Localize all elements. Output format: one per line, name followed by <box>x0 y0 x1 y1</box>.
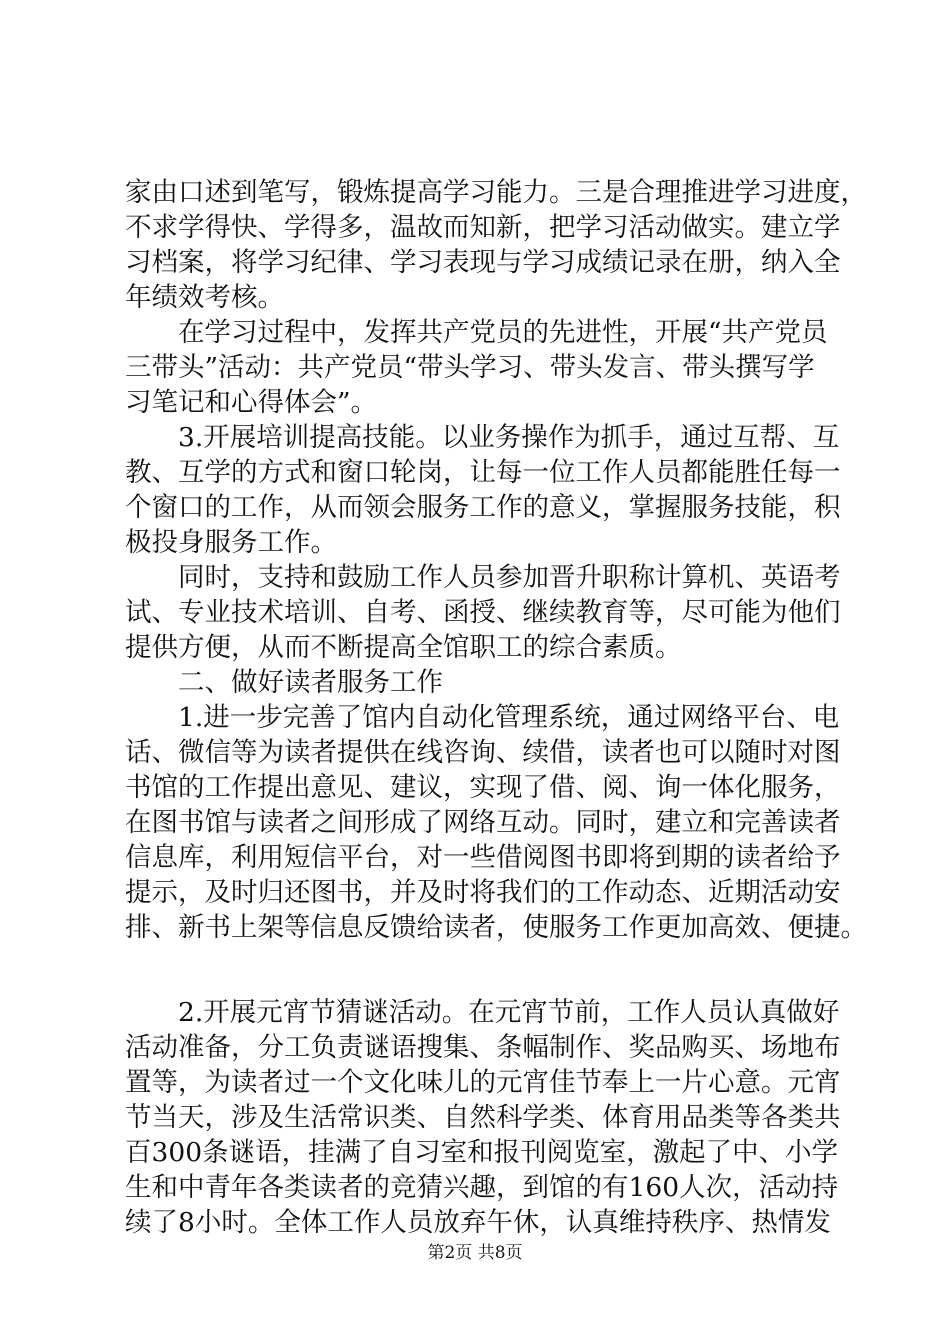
text-line: 不求学得快、学得多，温故而知新，把学习活动做实。建立学 <box>125 212 841 243</box>
text-line: 年绩效考核。 <box>125 282 284 313</box>
text-line: 百300条谜语，挂满了自习室和报刊阅览室，激起了中、小学 <box>125 1137 839 1168</box>
text-line: 提示，及时归还图书，并及时将我们的工作动态、近期活动安 <box>125 877 841 908</box>
section-heading: 二、做好读者服务工作 <box>125 667 443 698</box>
text-line: 信息库，利用短信平台，对一些借阅图书即将到期的读者给予 <box>125 842 841 873</box>
text-line: 活动准备，分工负责谜语搜集、条幅制作、奖品购买、场地布 <box>125 1032 841 1063</box>
text-line: 习档案，将学习纪律、学习表现与学习成绩记录在册，纳入全 <box>125 247 841 278</box>
text-line: 三带头”活动：共产党员“带头学习、带头发言、带头撰写学 <box>125 352 815 383</box>
text-line: 排、新书上架等信息反馈给读者，使服务工作更加高效、便捷。 <box>125 912 867 943</box>
page-number-footer: 第2页 共8页 <box>427 1243 523 1263</box>
text-line: 书馆的工作提出意见、建议，实现了借、阅、询一体化服务， <box>125 772 841 803</box>
text-line: 习笔记和心得体会”。 <box>125 387 378 418</box>
text-line: 在学习过程中，发挥共产党员的先进性，开展“共产党员 <box>125 317 828 348</box>
text-line: 个窗口的工作，从而领会服务工作的意义，掌握服务技能，积 <box>125 492 841 523</box>
text-line: 置等，为读者过一个文化味儿的元宵佳节奉上一片心意。元宵 <box>125 1067 841 1098</box>
text-line: 家由口述到笔写，锻炼提高学习能力。三是合理推进学习进度， <box>125 177 867 208</box>
text-line: 提供方便，从而不断提高全馆职工的综合素质。 <box>125 632 682 663</box>
text-line: 节当天，涉及生活常识类、自然科学类、体育用品类等各类共 <box>125 1102 841 1133</box>
text-line: 续了8小时。全体工作人员放弃午休，认真维持秩序、热情发 <box>125 1207 831 1238</box>
text-line: 在图书馆与读者之间形成了网络互动。同时，建立和完善读者 <box>125 807 841 838</box>
text-line: 生和中青年各类读者的竞猜兴趣，到馆的有160人次，活动持 <box>125 1172 839 1203</box>
text-line: 话、微信等为读者提供在线咨询、续借，读者也可以随时对图 <box>125 737 841 768</box>
text-line: 3.开展培训提高技能。以业务操作为抓手，通过互帮、互 <box>125 422 840 453</box>
text-line: 试、专业技术培训、自考、函授、继续教育等，尽可能为他们 <box>125 597 841 628</box>
text-line: 同时，支持和鼓励工作人员参加晋升职称计算机、英语考 <box>125 562 841 593</box>
text-line: 极投身服务工作。 <box>125 527 337 558</box>
text-line: 1.进一步完善了馆内自动化管理系统，通过网络平台、电 <box>125 702 840 733</box>
text-line: 2.开展元宵节猜谜活动。在元宵节前，工作人员认真做好 <box>125 997 840 1028</box>
text-line: 教、互学的方式和窗口轮岗，让每一位工作人员都能胜任每一 <box>125 457 841 488</box>
